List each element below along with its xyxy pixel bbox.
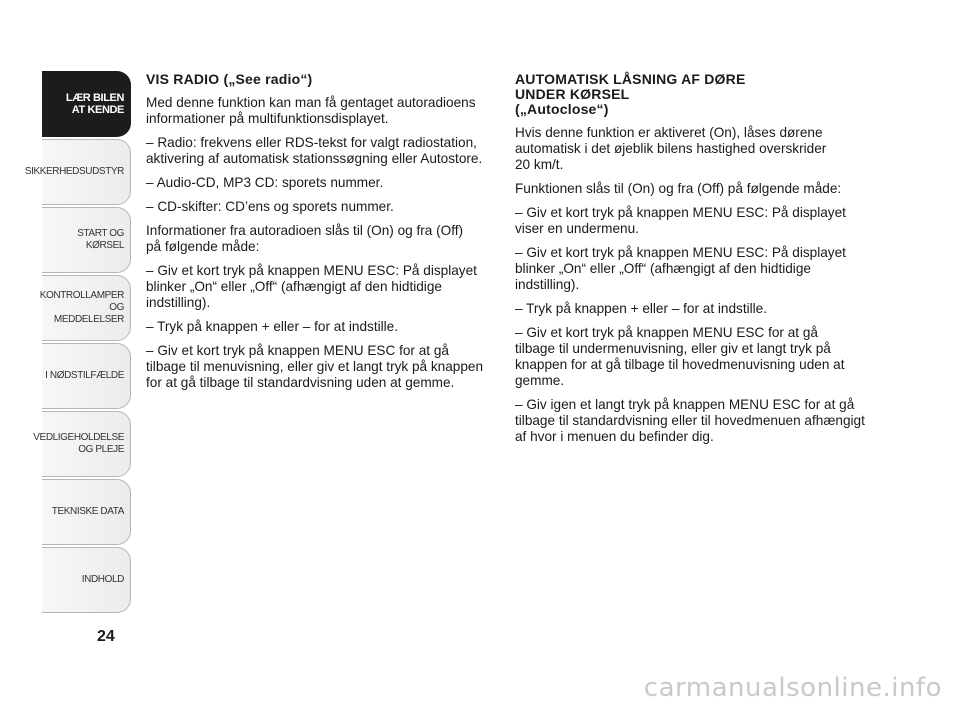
tab-sikkerhedsudstyr[interactable]: SIKKERHEDSUDSTYR xyxy=(42,139,131,205)
paragraph: – Giv igen et langt tryk på knappen MENU ESC for at gå tilbage til standardvisning eller til hovedmenuen afhængigt af hvor i menuen du befinder dig. xyxy=(515,397,865,444)
tab-i-nodstilfaelde[interactable]: I NØDSTILFÆLDE xyxy=(42,343,131,409)
paragraph: – Giv et kort tryk på knappen MENU ESC for at gå tilbage til undermenuvisning, eller giv et langt tryk på knappen for at gå tilbage til hovedmenuvisning uden at gemme. xyxy=(515,325,845,388)
paragraph: – Giv et kort tryk på knappen MENU ESC: På displayet blinker „On“ eller „Off“ (afhængigt af den hidtidige indstilling). xyxy=(146,263,477,310)
paragraph: – Giv et kort tryk på knappen MENU ESC: På displayet blinker „On“ eller „Off“ (afhængigt af den hidtidige indstilling). xyxy=(515,245,846,292)
tab-start-og-korsel[interactable]: START OG KØRSEL xyxy=(42,207,131,273)
page-number: 24 xyxy=(97,628,115,645)
section-heading-see-radio: VIS RADIO („See radio“) xyxy=(146,71,313,87)
paragraph: – Tryk på knappen + eller – for at indstille. xyxy=(515,301,768,316)
right-column xyxy=(515,72,875,453)
tab-kontrollamper[interactable]: KONTROLLAMPER OG MEDDELELSER xyxy=(42,275,131,341)
tab-laer-bilen-at-kende[interactable]: LÆR BILEN AT KENDE xyxy=(42,71,131,137)
paragraph: – CD-skifter: CD’ens og sporets nummer. xyxy=(146,199,394,214)
left-column xyxy=(146,72,498,399)
paragraph: Hvis denne funktion er aktiveret (On), låses dørene automatisk i det øjeblik bilens hastighed overskrider 20 km/t. xyxy=(515,125,827,172)
paragraph: – Tryk på knappen + eller – for at indstille. xyxy=(146,319,399,334)
paragraph: Funktionen slås til (On) og fra (Off) på følgende måde: xyxy=(515,181,842,196)
section-heading-autoclose: AUTOMATISK LÅSNING AF DØRE UNDER KØRSEL („Autoclose“) xyxy=(515,71,746,117)
paragraph: Informationer fra autoradioen slås til (On) og fra (Off) på følgende måde: xyxy=(146,223,464,254)
paragraph: Med denne funktion kan man få gentaget autoradioens informationer på multifunktionsdisplayet. xyxy=(146,95,476,126)
paragraph: – Radio: frekvens eller RDS-tekst for valgt radiostation, aktivering af automatisk stationssøgning eller Autostore. xyxy=(146,135,483,166)
watermark: carmanualsonline.info xyxy=(643,673,942,703)
tab-vedligeholdelse[interactable]: VEDLIGEHOLDELSE OG PLEJE xyxy=(42,411,131,477)
tab-tekniske-data[interactable]: TEKNISKE DATA xyxy=(42,479,131,545)
tab-indhold[interactable]: INDHOLD xyxy=(42,547,131,613)
paragraph: – Giv et kort tryk på knappen MENU ESC: På displayet viser en undermenu. xyxy=(515,205,846,236)
paragraph: – Giv et kort tryk på knappen MENU ESC for at gå tilbage til menuvisning, eller giv et langt tryk på knappen for at gå tilbage til standardvisning uden at gemme. xyxy=(146,343,484,390)
paragraph: – Audio-CD, MP3 CD: sporets nummer. xyxy=(146,175,384,190)
